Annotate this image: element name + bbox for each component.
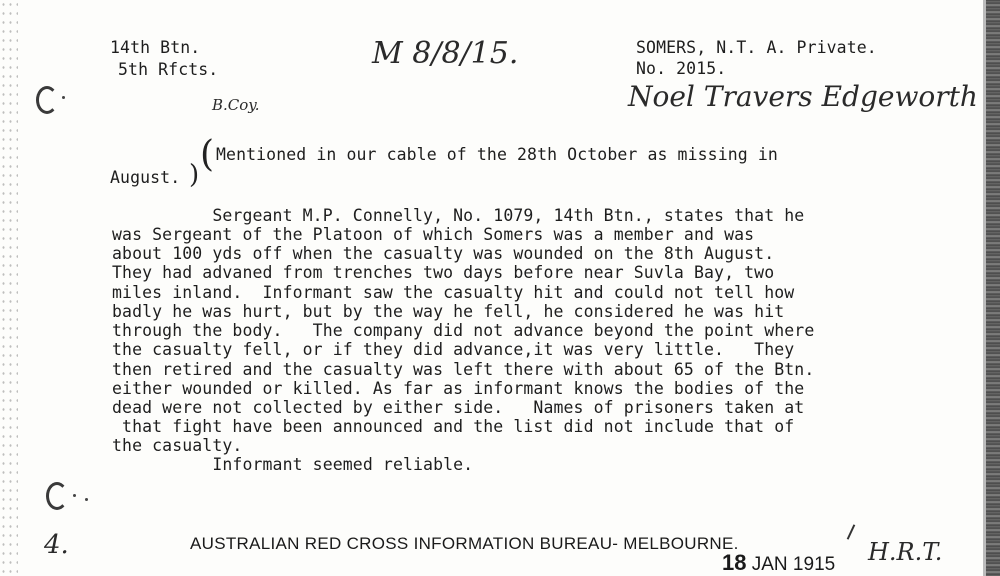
punch-hole-icon — [36, 86, 58, 114]
statement-line: was Sergeant of the Platoon of which Somers was a member and was — [112, 225, 755, 244]
soldier-name-rank: SOMERS, N.T. A. Private. — [636, 38, 877, 57]
handwritten-reference: M 8/8/15. — [372, 36, 519, 71]
handwritten-page-mark: 4. — [44, 530, 69, 560]
scan-speck — [62, 96, 65, 99]
note-open-bracket: ( — [200, 134, 215, 175]
scan-speck — [85, 498, 88, 501]
scan-left-edge — [0, 0, 18, 576]
battalion-label: 14th Btn. — [110, 38, 201, 57]
soldier-number: No. 2015. — [636, 59, 727, 78]
statement-line: They had advaned from trenches two days before near Suvla Bay, two — [112, 263, 775, 282]
handwritten-full-name: Noel Travers Edgeworth — [628, 80, 978, 113]
handwritten-tick — [847, 524, 856, 539]
statement-line: badly he was hurt, but by the way he fell, he considered he was hit — [112, 302, 785, 321]
statement-line: dead were not collected by either side. Names of prisoners taken at — [112, 398, 805, 417]
scan-right-edge — [986, 0, 1000, 576]
statement-line: about 100 yds off when the casualty was wounded on the 8th August. — [112, 244, 775, 263]
statement-line: then retired and the casualty was left there with about 65 of the Btn. — [112, 360, 815, 379]
date-stamp-month-year: JAN 1915 — [746, 554, 836, 575]
statement-line: through the body. The company did not advance beyond the point where — [112, 321, 815, 340]
handwritten-company: B.Coy. — [212, 96, 260, 114]
statement-line: that fight have been announced and the list did not include that of — [112, 417, 795, 436]
statement-line: the casualty fell, or if they did advance,it was very little. They — [112, 340, 795, 359]
statement-line: either wounded or killed. As far as informant knows the bodies of the — [112, 379, 805, 398]
note-line-2: August. — [110, 168, 181, 187]
handwritten-initials: H.R.T. — [868, 538, 943, 566]
note-line-1: Mentioned in our cable of the 28th October as missing in — [216, 145, 778, 164]
punch-hole-icon — [46, 482, 68, 510]
note-close-bracket: ) — [189, 160, 200, 190]
date-stamp — [722, 550, 835, 576]
statement-line: Informant seemed reliable. — [112, 455, 474, 474]
reinforcements-label: 5th Rfcts. — [118, 60, 219, 79]
date-stamp-day: 18 — [722, 550, 747, 575]
statement-line: Sergeant M.P. Connelly, No. 1079, 14th Btn., states that he — [112, 206, 805, 225]
bureau-stamp: AUSTRALIAN RED CROSS INFORMATION BUREAU- MELBOURNE. — [190, 534, 739, 553]
statement-line: miles inland. Informant saw the casualty hit and could not tell how — [112, 283, 795, 302]
scan-speck — [73, 494, 76, 497]
statement-line: the casualty. — [112, 436, 243, 455]
